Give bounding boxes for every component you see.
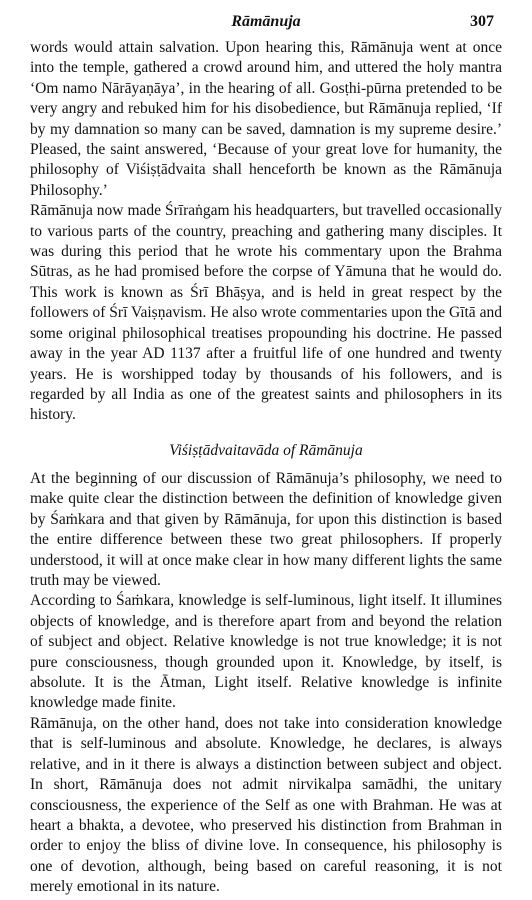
body-text-bottom: [30, 469, 502, 898]
paragraph: Rāmānuja, on the other hand, does not take into consideration knowledge that is self-luminous and absolute. Knowledge, he declares, is always relative, and in it there is always a distinction between subject and object. In short, Rāmānuja does not admit nirvikalpa samādhi, the unitary consciousness, the experience of the Self as one with Brahman. He was at heart a bhakta, a devotee, who preserved his distinction from Brahman in order to enjoy the bliss of divine love. In consequence, his philosophy is one of devotion, although, being based on careful reasoning, it is not merely emotional in its nature.: [30, 714, 502, 896]
paragraph: According to Śaṁkara, knowledge is self-luminous, light itself. It illumines objects of knowledge, and is therefore apart from and beyond the relation of subject and object. Relative knowledge is not true knowledge; it is not pure consciousness, though grounded upon it. Knowledge, by itself, is absolute. It is the Ātman, Light itself. Relative knowledge is infinite knowledge made finite.: [30, 592, 502, 712]
running-head: [30, 11, 502, 33]
section-heading: Viśiṣṭādvaitavāda of Rāmānuja: [169, 442, 363, 459]
page-number: 307: [470, 13, 494, 30]
paragraph: words would attain salvation. Upon hearing this, Rāmānuja went at once into the temple, gathered a crowd around him, and uttered the holy mantra ‘Om namo Nārāyaṇāya’, in the hearing of all. Gosṭhi-pūrna pretended to be very angry and rebuked him for his disobedience, but Rāmānuja replied, ‘If by my damnation so many can be saved, damnation is my supreme desire.’ Pleased, the saint answered, ‘Because of your great love for humanity, the philosophy of Viśiṣṭādvaita shall henceforth be known as the Rāmānuja Philosophy.’: [30, 39, 502, 199]
paragraph: Rāmānuja now made Śrīraṅgam his headquarters, but travelled occasionally to various parts of the country, preaching and gathering many disciples. It was during this period that he wrote his commentary upon the Brahma Sūtras, as he had promised before the corpse of Yāmuna that he would do. This work is known as Śrī Bhāṣya, and is held in great respect by the followers of Śrī Vaiṣṇavism. He also wrote commentaries upon the Gītā and some original philosophical treatises propounding his doctrine. He passed away in the year AD 1137 after a fruitful life of one hundred and twenty years. He is worshipped today by thousands of his followers, and is regarded by all India as one of the greatest saints and philosophers in its history.: [30, 202, 502, 424]
body-text-top: [30, 38, 502, 426]
running-title: Rāmānuja: [231, 13, 301, 30]
paragraph: At the beginning of our discussion of Rāmānuja’s philosophy, we need to make quite clear the distinction between the definition of knowledge given by Śaṁkara and that given by Rāmānuja, for upon this distinction is based the entire difference between these two great philosophers. If properly understood, it will at once make clear in how many different lights the same truth may be viewed.: [30, 470, 502, 590]
